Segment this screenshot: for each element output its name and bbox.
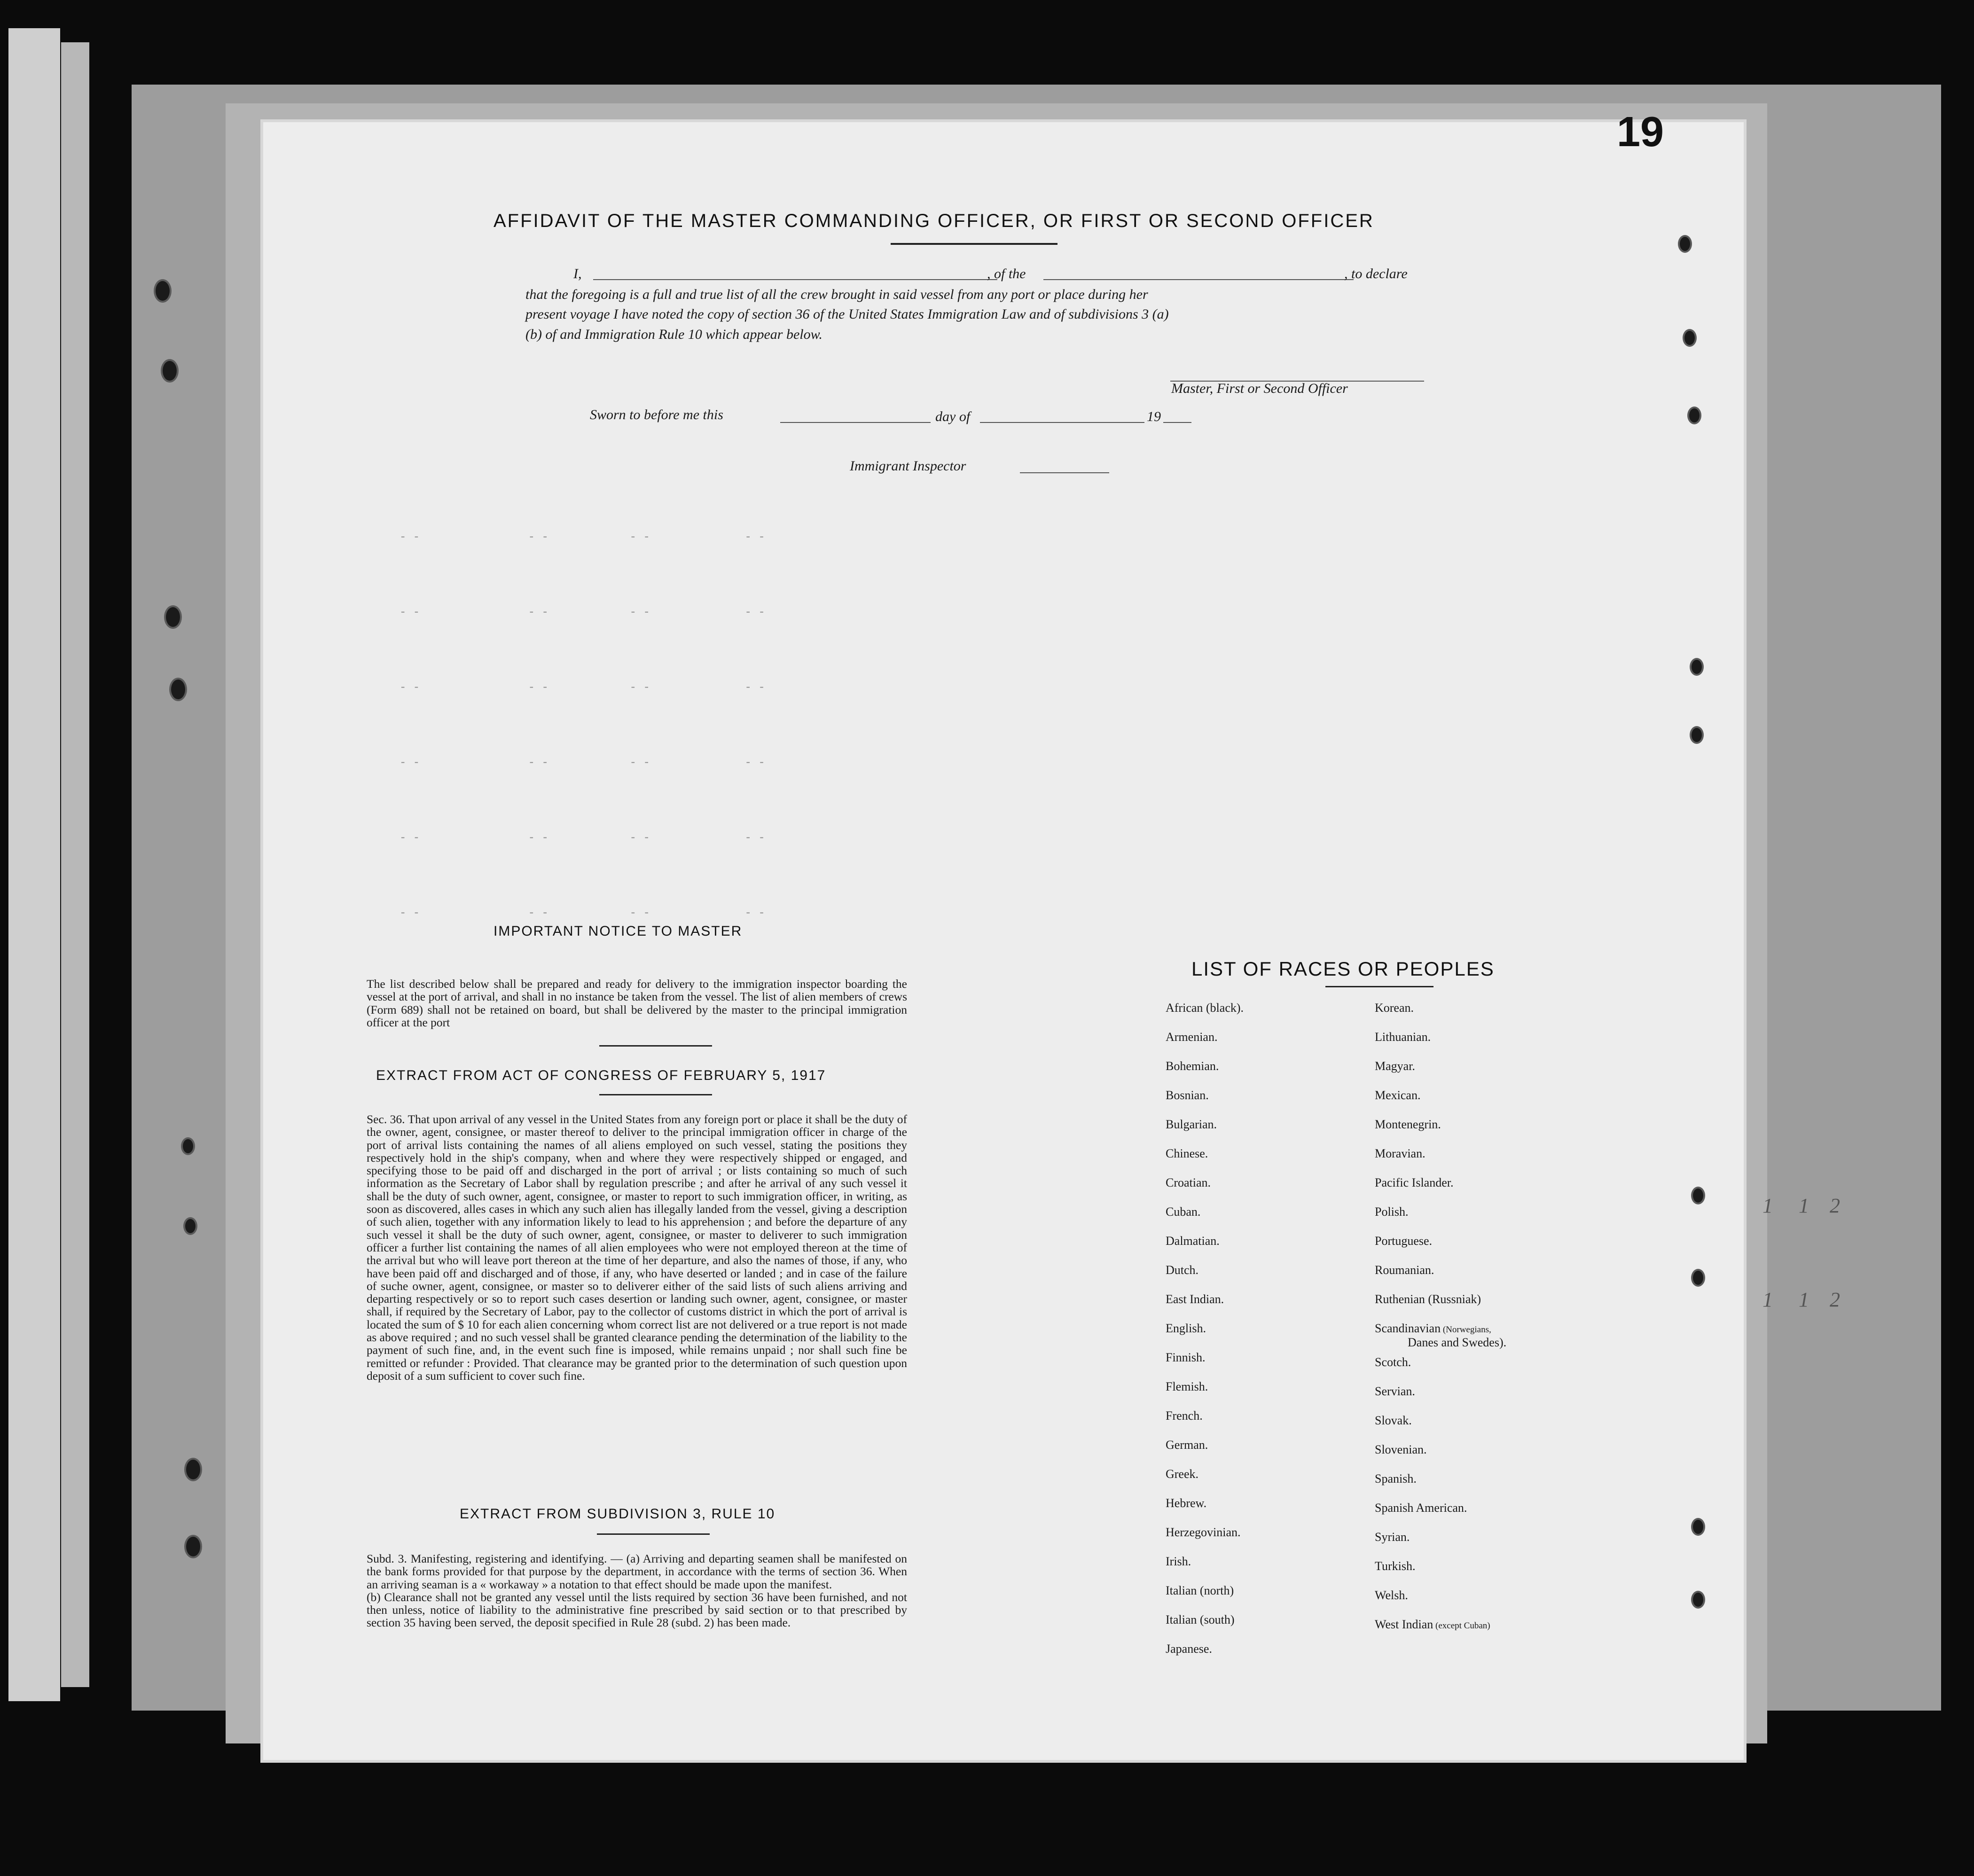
race-item: Moravian. [1375,1147,1426,1160]
race-item: Croatian. [1166,1176,1211,1189]
punch-hole [164,605,182,629]
race-item: Scotch. [1375,1355,1411,1369]
races-rule [1325,986,1434,987]
affidavit-of-the: , of the [987,266,1026,281]
title-rule [891,243,1058,245]
bleed-through-ditto: - - - - - - - - [400,606,765,619]
bleed-through-ditto: - - - - - - - - [400,757,765,769]
pencil-mark: 1 1 2 [1762,1288,1840,1311]
race-item: Slovak. [1375,1414,1412,1427]
race-item: Dutch. [1166,1263,1199,1277]
race-item: Scandinavian (Norwegians, Danes and Swedes). [1375,1321,1507,1349]
left-binder-edge [61,42,89,1687]
day-of-label: day of [935,409,971,424]
inspector-blank [1020,472,1109,473]
affidavit-i-label: I, [573,266,582,281]
race-item: Cuban. [1166,1205,1201,1219]
race-item: Polish. [1375,1205,1409,1219]
race-item: English. [1166,1321,1206,1335]
race-item: Magyar. [1375,1059,1415,1073]
affidavit-text-line3: (b) of and Immigration Rule 10 which appear below. [525,327,822,342]
pencil-mark: 1 1 2 [1762,1194,1840,1217]
race-note-line2: Danes and Swedes). [1408,1336,1507,1349]
punch-hole [1691,1591,1705,1609]
punch-hole [1678,235,1692,253]
inspector-label: Immigrant Inspector [850,458,966,474]
affidavit-text-line1: that the foregoing is a full and true list of all the crew brought in said vessel from any port or place during her [525,287,1148,302]
bleed-through-ditto: - - - - - - - - [400,832,765,844]
affidavit-title: AFFIDAVIT OF THE MASTER COMMANDING OFFICER, OR FIRST OR SECOND OFFICER [494,211,1374,231]
punch-hole [1691,1187,1705,1204]
punch-hole [184,1535,202,1558]
race-item: Korean. [1375,1001,1414,1015]
race-item: Slovenian. [1375,1443,1427,1456]
race-item: Finnish. [1166,1351,1206,1364]
master-label: Master, First or Second Officer [1171,381,1348,396]
punch-hole [184,1458,202,1481]
extract-act-rule [599,1094,712,1095]
punch-hole [154,279,172,303]
race-item: East Indian. [1166,1292,1224,1306]
race-item: Welsh. [1375,1588,1408,1602]
race-item: Bosnian. [1166,1088,1209,1102]
race-item: Syrian. [1375,1530,1410,1544]
race-item: Lithuanian. [1375,1030,1431,1044]
extract-rule-heading: EXTRACT FROM SUBDIVISION 3, RULE 10 [460,1506,776,1522]
race-item: Spanish. [1375,1472,1417,1485]
race-item: French. [1166,1409,1203,1423]
race-note: (except Cuban) [1433,1621,1490,1631]
name-blank [593,279,997,280]
race-item: Montenegrin. [1375,1118,1441,1131]
race-item: Herzegovinian. [1166,1525,1241,1539]
notice-rule [599,1045,712,1047]
race-item: Japanese. [1166,1642,1212,1656]
race-item: Greek. [1166,1467,1199,1481]
sworn-year-blank [1163,422,1191,423]
race-item: Italian (south) [1166,1613,1235,1626]
race-item: Hebrew. [1166,1496,1207,1510]
punch-hole [1691,1518,1705,1536]
punch-hole [1690,726,1704,744]
race-item: German. [1166,1438,1208,1452]
sworn-label: Sworn to before me this [590,407,723,422]
affidavit-text-line2: present voyage I have noted the copy of section 36 of the United States Immigration Law and of subdivisions 3 (a) [525,306,1169,322]
race-item: Portuguese. [1375,1234,1433,1248]
punch-hole [183,1217,197,1235]
sworn-day-blank [780,422,931,423]
race-item: Irish. [1166,1555,1191,1568]
race-item: Spanish American. [1375,1501,1467,1515]
bleed-through-ditto: - - - - - - - - [400,907,765,920]
race-item: Bohemian. [1166,1059,1219,1073]
extract-act-text: Sec. 36. That upon arrival of any vessel in the United States from any foreign port or place it shall be the duty of the owner, agent, consignee, or master thereof to deliver to the principal immigration officer in charge of the port of arrival lists containing the names of all aliens employed on such vessel, stating the positions they respectively hold in the ship's company, when and where they were respectively shipped or engaged, and specifying those to be paid off and discharged in the port of arrival ; or lists containing so much of such information as the Secretary of Labor shall by regulation prescribe ; and after he arrival of any such vessel it shall be the duty of such owner, agent, consignee, or master to report to such immigration officer, in writing, as soon as discovered, alles cases in which any such alien has illegally landed from the vessel, giving a description of such alien, together with any information likely to lead to his apprehension ; and before the departure of any such vessel it shall be the duty of such owner, agent, consignee, or master to deliverer to such immigration officer a further list containing the names of all alien employees who were not employed thereon at the time of the arrival but who will leave port thereon at the time of her departure, and also the names of those, if any, who have been paid off and discharged and of those, if any, who have deserted or landed ; and in case of the failure of suche owner, agent, consignee, or master so to deliverer either of the said lists of such aliens arriving and departing respectively or so to report such cases desertion or landing such owner, agent, consignee, or master shall, if required by the Secretary of Labor, pay to the collector of customs district in which the port of arrival is located the sum of $ 10 for each alien concerning whom correct list are not delivered or a true report is not made as above required ; and no such vessel shall be granted clearance pending the determination of the liability to the payment of such fine, and, in the event such fine is imposed, while remains unpaid ; nor shall such fine be remitted or refunder : Provided. That clearance may be granted prior to the determination of such question upon deposit of a sum sufficient to cover such fine. [367,1112,907,1383]
race-item: African (black). [1166,1001,1244,1015]
race-item: Dalmatian. [1166,1234,1220,1248]
punch-hole [169,678,187,701]
extract-rule-a: Subd. 3. Manifesting, registering and identifying. — (a) Arriving and departing seamen shall be manifested on the bank forms provided for that purpose by the department, in accordance with the terms of section 36. When an arriving seaman is a « workaway » a notation to that effect should be made upon the manifest. [367,1552,907,1591]
affidavit-to-declare: , to declare [1344,266,1408,281]
races-heading: LIST OF RACES OR PEOPLES [1191,958,1495,980]
extract-rule-b: (b) Clearance shall not be granted any vessel until the lists required by section 36 have been furnished, and not then unless, notice of liability to the administrative fine prescribed by said section or to that prescribed by section 35 having been served, the deposit specified in Rule 28 (subd. 2) has been made. [367,1590,907,1630]
sworn-month-blank [980,422,1144,423]
extract-act-heading: EXTRACT FROM ACT OF CONGRESS OF FEBRUARY 5, 1917 [376,1068,826,1083]
race-item: Ruthenian (Russniak) [1375,1292,1481,1306]
race-item: Pacific Islander. [1375,1176,1454,1189]
vessel-blank [1043,279,1354,280]
race-item: Armenian. [1166,1030,1218,1044]
race-note: (Norwegians, [1441,1325,1491,1335]
punch-hole [1691,1269,1705,1287]
punch-hole [1683,329,1697,347]
race-item: Italian (north) [1166,1584,1234,1597]
race-item: Servian. [1375,1384,1415,1398]
left-binder-pages [8,28,60,1701]
punch-hole [161,359,179,383]
bleed-through-ditto: - - - - - - - - [400,681,765,694]
year-prefix: 19 [1147,409,1161,424]
punch-hole [1690,658,1704,676]
race-item: Mexican. [1375,1088,1421,1102]
page-edge-number: 19 [1617,109,1664,156]
race-item: Roumanian. [1375,1263,1434,1277]
punch-hole [181,1137,195,1155]
notice-text: The list described below shall be prepared and ready for delivery to the immigration inspector boarding the vessel at the port of arrival, and shall in no instance be taken from the vessel. The list of alien members of crews (Form 689) shall not be retained on board, but shall be delivered by the master to the principal immigration officer at the port [367,977,907,1029]
extract-rule-rule [597,1533,710,1535]
race-item: Flemish. [1166,1380,1208,1393]
notice-heading: IMPORTANT NOTICE TO MASTER [494,923,743,939]
bleed-through-ditto: - - - - - - - - [400,531,765,544]
race-item: Chinese. [1166,1147,1208,1160]
race-item: Turkish. [1375,1559,1416,1573]
punch-hole [1687,406,1701,424]
race-item: West Indian (except Cuban) [1375,1618,1490,1631]
extract-rule-text [367,1552,907,1629]
race-item: Bulgarian. [1166,1118,1217,1131]
